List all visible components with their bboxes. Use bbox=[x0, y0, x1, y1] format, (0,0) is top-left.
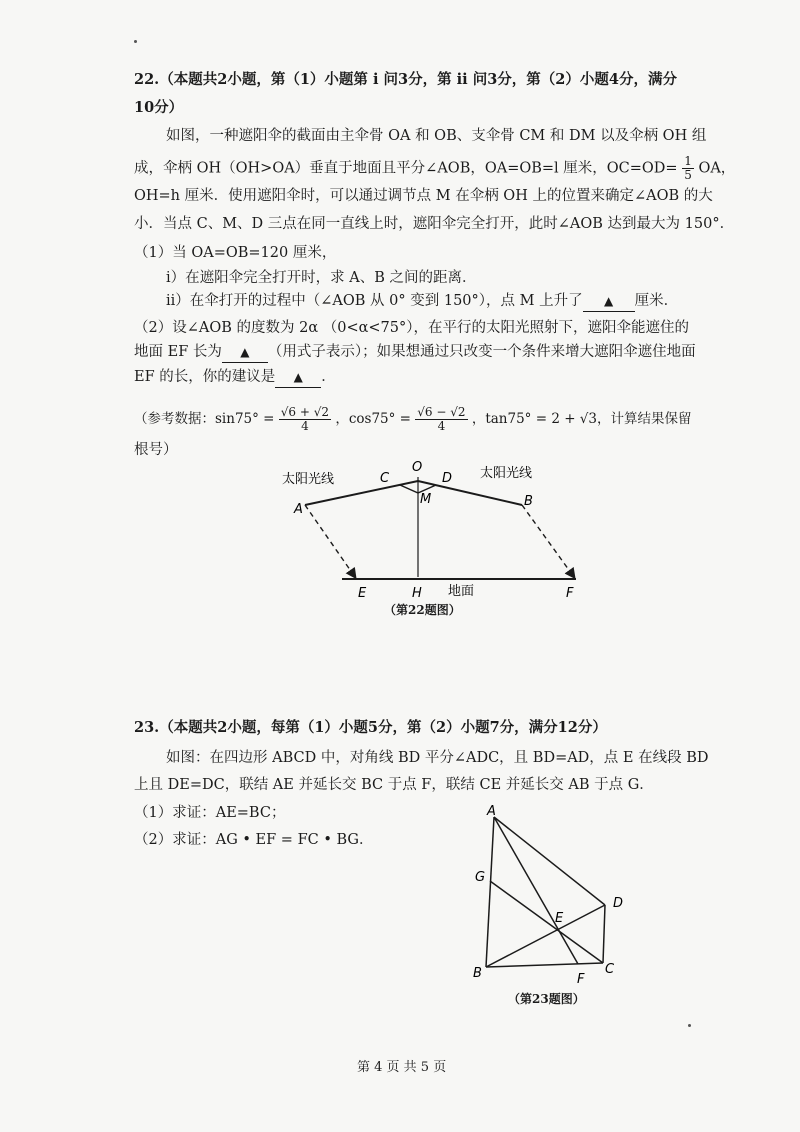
fraction-sin75 bbox=[279, 406, 331, 433]
q22-paragraph-1: 如图，一种遮阳伞的截面由主伞骨 OA 和 OB、支伞骨 CM 和 DM 以及伞柄 OH 组 bbox=[166, 128, 707, 144]
label-m: M bbox=[420, 492, 432, 507]
label-b: B bbox=[524, 494, 533, 509]
q23-paragraph-1: 如图：在四边形 ABCD 中，对角线 BD 平分∠ADC，且 BD=AD，点 E 在线段 BD bbox=[166, 750, 709, 766]
q22-2c-tail: ． bbox=[321, 369, 336, 385]
ref-tan-label: ，tan75° = 2 + √3，计算结果保留 bbox=[471, 411, 692, 427]
label-a: A bbox=[294, 502, 303, 517]
ref-cos-label: ，cos75° = bbox=[335, 411, 411, 427]
cos75-denominator: 4 bbox=[437, 419, 446, 433]
q22-header: 22.（本题共2小题，第（1）小题第 i 问3分，第 ii 问3分，第（2）小题4分，满分 bbox=[134, 71, 677, 88]
label-c: C bbox=[605, 962, 615, 977]
label-c: C bbox=[380, 471, 390, 486]
page-footer: 第 4 页 共 5 页 bbox=[357, 1060, 447, 1075]
sun-ray-left bbox=[305, 505, 355, 577]
q23-subquestion-1: （1）求证：AE=BC； bbox=[134, 805, 286, 821]
q22-p2-tail: OA， bbox=[698, 160, 736, 177]
side-cd bbox=[603, 905, 605, 963]
label-f: F bbox=[577, 972, 585, 987]
cos75-numerator: √6 − √2 bbox=[417, 405, 466, 419]
q22-1ii-unit: 厘米． bbox=[634, 293, 679, 309]
answer-blank-2 bbox=[222, 342, 268, 363]
q23-paragraph-2: 上且 DE=DC，联结 AE 并延长交 BC 于点 F，联结 CE 并延长交 AB 于点 G． bbox=[134, 777, 654, 793]
side-ab bbox=[486, 817, 494, 967]
label-sun-right: 太阳光线 bbox=[480, 466, 533, 481]
segment-gc bbox=[490, 881, 603, 963]
segment-af bbox=[494, 817, 578, 964]
label-f: F bbox=[566, 586, 574, 601]
q22-1ii-text: ii）在伞打开的过程中（∠AOB 从 0° 变到 150°），点 M 上升了 bbox=[166, 293, 583, 309]
q22-subquestion-2: （2）设∠AOB 的度数为 2α （0<α<75°），在平行的太阳光照射下，遮阳伞能遮住的 bbox=[134, 320, 689, 336]
sin75-denominator: 4 bbox=[301, 419, 309, 433]
label-g: G bbox=[475, 870, 486, 885]
q22-2b-tail: （用式子表示）；如果想通过只改变一个条件来增大遮阳伞遮住地面 bbox=[267, 344, 696, 360]
diagonal-bd bbox=[486, 905, 605, 967]
q22-header-cont: 10分） bbox=[134, 99, 184, 116]
sun-ray-right bbox=[522, 505, 574, 577]
blank-triangle-icon: ▲ bbox=[293, 370, 303, 384]
label-o: O bbox=[412, 460, 423, 475]
q22-subquestion-1: （1）当 OA=OB=120 厘米， bbox=[134, 245, 337, 261]
sin75-numerator: √6 + √2 bbox=[280, 405, 330, 419]
q22-p2-text: 成，伞柄 OH（OH>OA）垂直于地面且平分∠AOB，OA=OB=l 厘米，OC=OD= bbox=[134, 160, 678, 177]
label-h: H bbox=[412, 586, 422, 601]
fraction-cos75 bbox=[415, 406, 467, 433]
answer-blank-1 bbox=[583, 291, 635, 312]
label-d: D bbox=[442, 471, 453, 486]
speck bbox=[134, 40, 137, 43]
q22-subquestion-2c bbox=[134, 367, 336, 388]
label-b: B bbox=[473, 966, 482, 981]
q22-subquestion-2b bbox=[134, 342, 696, 363]
q23-subquestion-2: （2）求证：AG • EF = FC • BG． bbox=[134, 832, 374, 848]
rib-cm bbox=[400, 485, 418, 493]
figure-23-quadrilateral bbox=[465, 805, 635, 990]
answer-blank-3 bbox=[275, 367, 321, 388]
rib-ob bbox=[418, 481, 522, 505]
label-sun-left: 太阳光线 bbox=[282, 472, 335, 487]
blank-triangle-icon: ▲ bbox=[603, 294, 614, 308]
q22-2c-text: EF 的长，你的建议是 bbox=[134, 369, 276, 385]
label-a: A bbox=[487, 805, 496, 819]
q22-paragraph-3: OH=h 厘米．使用遮阳伞时，可以通过调节点 M 在伞柄 OH 上的位置来确定∠AOB 的大 bbox=[134, 188, 713, 204]
speck bbox=[688, 1024, 691, 1027]
figure-22-caption: （第22题图） bbox=[384, 603, 461, 617]
label-e: E bbox=[358, 586, 367, 601]
fraction-denominator: 5 bbox=[684, 168, 692, 182]
q23-header: 23.（本题共2小题，每第（1）小题5分，第（2）小题7分，满分12分） bbox=[134, 719, 607, 736]
label-d: D bbox=[613, 896, 624, 911]
fraction-numerator: 1 bbox=[684, 154, 692, 168]
side-ad bbox=[494, 817, 605, 905]
q22-2b-text: 地面 EF 长为 bbox=[134, 344, 222, 360]
blank-triangle-icon: ▲ bbox=[240, 345, 250, 359]
ref-sin-label: （参考数据：sin75° = bbox=[134, 411, 275, 427]
q22-paragraph-4: 小．当点 C、M、D 三点在同一直线上时，遮阳伞完全打开，此时∠AOB 达到最大为 150°． bbox=[134, 216, 735, 232]
fraction-one-fifth bbox=[682, 155, 694, 182]
label-e: E bbox=[555, 911, 564, 926]
label-ground: 地面 bbox=[448, 584, 475, 599]
q22-paragraph-2 bbox=[134, 155, 735, 182]
q22-subquestion-1i: i）在遮阳伞完全打开时，求 A、B 之间的距离． bbox=[166, 270, 477, 286]
side-bc bbox=[486, 963, 603, 967]
q22-reference-data bbox=[134, 406, 692, 433]
q22-subquestion-1ii bbox=[166, 291, 678, 312]
figure-23-caption: （第23题图） bbox=[508, 992, 585, 1006]
q22-reference-cont: 根号） bbox=[134, 442, 178, 458]
